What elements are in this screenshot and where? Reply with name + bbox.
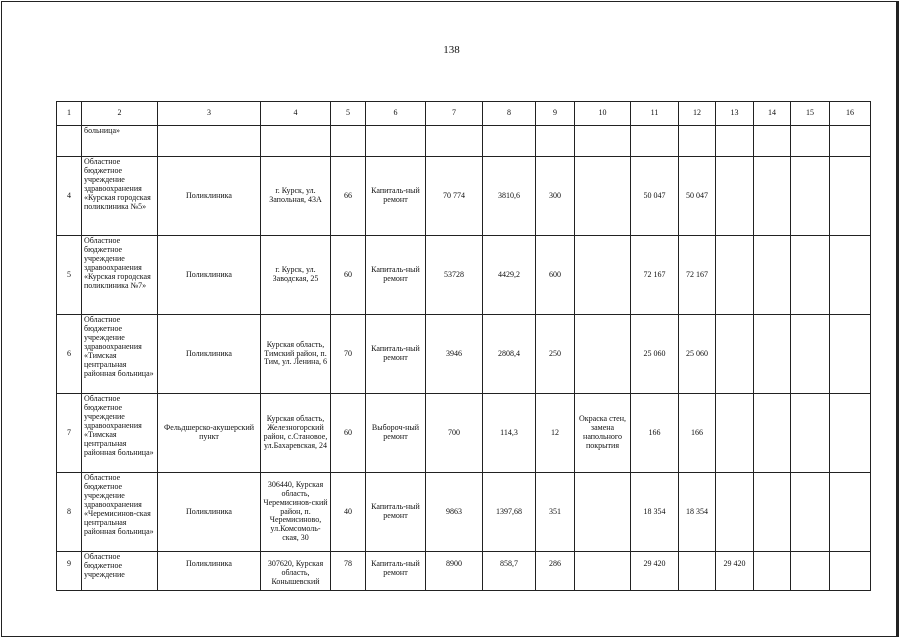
table-cell: 700 [426,394,483,473]
table-cell [754,552,791,591]
table-cell: Капиталь-ный ремонт [366,473,426,552]
table-cell: Областное бюджетное учреждение здравоохранения «Курская городская поликлиника №7» [82,236,158,315]
page-number: 138 [443,44,460,56]
table-cell: Выбороч-ный ремонт [366,394,426,473]
table-cell: 4 [57,157,82,236]
table-cell: Областное бюджетное учреждение здравоохранения «Тимская центральная районная больница» [82,315,158,394]
table-cell: Областное бюджетное учреждение [82,552,158,591]
table-cell: 8 [57,473,82,552]
column-header: 9 [536,102,575,126]
table-cell [791,473,830,552]
column-header: 11 [631,102,679,126]
table-cell [366,126,426,157]
table-cell: 286 [536,552,575,591]
table-cell: 72 167 [631,236,679,315]
table-cell: 6 [57,315,82,394]
table-cell: 250 [536,315,575,394]
column-header: 15 [791,102,830,126]
table-cell: 600 [536,236,575,315]
table-cell [261,126,331,157]
table-cell: 166 [679,394,716,473]
table-cell [830,236,871,315]
table-cell: Поликлиника [158,157,261,236]
table-cell: 70 [331,315,366,394]
table-cell: 300 [536,157,575,236]
table-cell: 114,3 [483,394,536,473]
column-header: 8 [483,102,536,126]
table-cell: 351 [536,473,575,552]
table-cell: 307620, Курская область, Конышевский [261,552,331,591]
table-cell: 7 [57,394,82,473]
table-cell: 3810,6 [483,157,536,236]
table-cell [830,157,871,236]
table-cell [791,126,830,157]
table-cell: Фельдшерско-акушерский пункт [158,394,261,473]
table-cell [716,157,754,236]
table-cell: 29 420 [716,552,754,591]
column-header: 14 [754,102,791,126]
column-header: 1 [57,102,82,126]
table-cell [575,315,631,394]
table-row [57,236,871,315]
table-cell: Поликлиника [158,552,261,591]
table-row [57,394,871,473]
table-cell: Курская область, Железногорский район, с.Становое, ул.Бахаревская, 24 [261,394,331,473]
table-cell [754,315,791,394]
table-cell [716,473,754,552]
table-cell: 18 354 [631,473,679,552]
table-cell [830,473,871,552]
table-cell: 60 [331,236,366,315]
table-cell [716,315,754,394]
table-cell: 50 047 [631,157,679,236]
column-header: 7 [426,102,483,126]
table-cell [754,473,791,552]
table-cell [716,236,754,315]
table-cell [791,552,830,591]
table-cell: Поликлиника [158,473,261,552]
table-cell [575,157,631,236]
table-cell [754,394,791,473]
table-cell [575,473,631,552]
table-cell: 29 420 [631,552,679,591]
table-cell [830,552,871,591]
column-header: 5 [331,102,366,126]
column-header: 2 [82,102,158,126]
table-cell [331,126,366,157]
table-cell: Областное бюджетное учреждение здравоохранения «Курская городская поликлиника №5» [82,157,158,236]
table-cell: Поликлиника [158,315,261,394]
table-cell [536,126,575,157]
table-cell: 8900 [426,552,483,591]
table-cell: 2808,4 [483,315,536,394]
table-cell [716,126,754,157]
continuation-row [57,126,871,157]
table-cell: 9863 [426,473,483,552]
table-cell: Капиталь-ный ремонт [366,236,426,315]
table-cell [575,552,631,591]
table-cell: 306440, Курская область, Черемисинов-ский район, п. Черемисиново, ул.Комсомоль-ская, 30 [261,473,331,552]
table-cell [791,236,830,315]
column-header: 6 [366,102,426,126]
table-cell: Поликлиника [158,236,261,315]
table-cell: 78 [331,552,366,591]
table-cell: 1397,68 [483,473,536,552]
table-cell: 12 [536,394,575,473]
table-cell: г. Курск, ул. Заводская, 25 [261,236,331,315]
table-cell: 66 [331,157,366,236]
table-cell: Капиталь-ный ремонт [366,157,426,236]
table-cell [830,394,871,473]
table-row [57,157,871,236]
table-cell: 72 167 [679,236,716,315]
table-cell: 60 [331,394,366,473]
table-cell: больница» [82,126,158,157]
column-header: 4 [261,102,331,126]
table-cell: Областное бюджетное учреждение здравоохранения «Тимская центральная районная больница» [82,394,158,473]
table-cell [791,157,830,236]
table-cell: 25 060 [679,315,716,394]
data-table [56,101,871,591]
table-cell: 53728 [426,236,483,315]
column-header: 10 [575,102,631,126]
table-cell: Капиталь-ный ремонт [366,552,426,591]
table-cell [679,126,716,157]
table-cell: г. Курск, ул. Запольная, 43А [261,157,331,236]
table-cell: Курская область, Тимский район, п. Тим, ул. Ленина, 6 [261,315,331,394]
table-row [57,315,871,394]
table-cell [426,126,483,157]
column-header: 3 [158,102,261,126]
table-cell [631,126,679,157]
table-cell: 5 [57,236,82,315]
table-cell: Капиталь-ный ремонт [366,315,426,394]
table-cell [791,315,830,394]
table-cell [791,394,830,473]
table-cell [754,157,791,236]
table-cell: 3946 [426,315,483,394]
table-cell: 70 774 [426,157,483,236]
table-cell [754,236,791,315]
table-cell: Окраска стен, замена напольного покрытия [575,394,631,473]
table-cell [830,126,871,157]
table-cell [716,394,754,473]
table-cell: 4429,2 [483,236,536,315]
column-header: 12 [679,102,716,126]
table-row [57,473,871,552]
table-cell [57,126,82,157]
column-header: 16 [830,102,871,126]
table-cell: 166 [631,394,679,473]
table-cell: Областное бюджетное учреждение здравоохранения «Черемисинов-ская центральная районная больница» [82,473,158,552]
table-cell [679,552,716,591]
header-row [57,102,871,126]
table-cell: 50 047 [679,157,716,236]
table-row [57,552,871,591]
column-header: 13 [716,102,754,126]
table-cell: 9 [57,552,82,591]
table-body [57,102,871,591]
table-cell [575,126,631,157]
table-cell [754,126,791,157]
table-cell [158,126,261,157]
table-cell: 25 060 [631,315,679,394]
table-cell [575,236,631,315]
table-cell [830,315,871,394]
table-cell: 40 [331,473,366,552]
table-cell: 858,7 [483,552,536,591]
table-cell: 18 354 [679,473,716,552]
table-cell [483,126,536,157]
